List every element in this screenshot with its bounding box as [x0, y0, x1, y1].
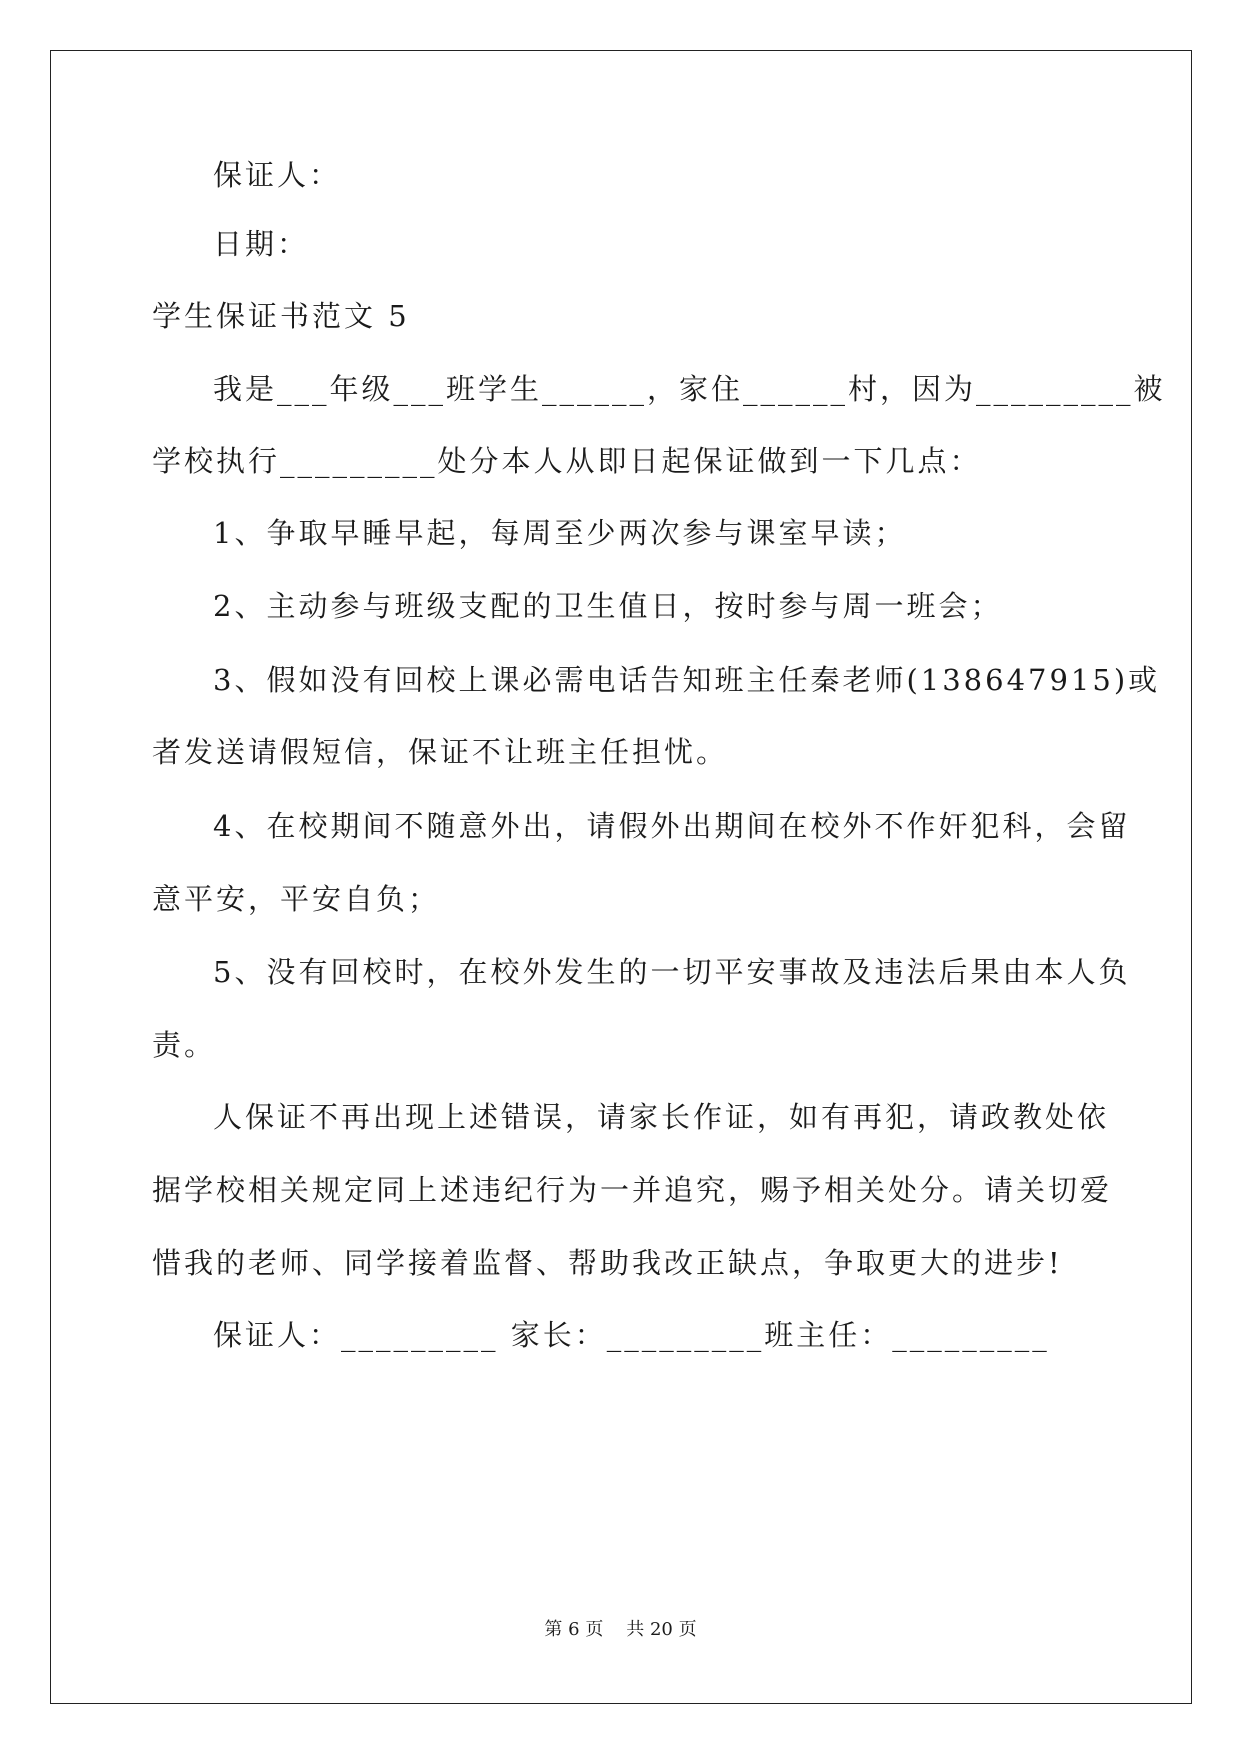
list-item-1: 1、争取早睡早起，每周至少两次参与课室早读； — [213, 516, 907, 550]
closing-paragraph-cont: 惜我的老师、同学接着监督、帮助我改正缺点，争取更大的进步! — [152, 1246, 1063, 1280]
paragraph-line: 学校执行_________处分本人从即日起保证做到一下几点： — [152, 444, 982, 478]
closing-paragraph-cont: 据学校相关规定同上述违纪行为一并追究，赐予相关处分。请关切爱 — [152, 1173, 1113, 1207]
list-item-4-cont: 意平安，平安自负； — [152, 882, 441, 916]
closing-paragraph: 人保证不再出现上述错误，请家长作证，如有再犯，请政教处依 — [213, 1100, 1110, 1134]
list-item-4: 4、在校期间不随意外出，请假外出期间在校外不作奸犯科，会留 — [213, 809, 1131, 843]
date-line: 日期： — [213, 227, 310, 261]
page-footer — [0, 1618, 1241, 1642]
paragraph-line: 我是___年级___班学生______，家住______村，因为_________被 — [213, 372, 1166, 406]
page-total: 共 20 页 — [626, 1619, 697, 1640]
list-item-2: 2、主动参与班级支配的卫生值日，按时参与周一班会； — [213, 589, 1003, 623]
signature-line: 保证人：_________ 家长：_________班主任：_________ — [213, 1318, 1050, 1352]
list-item-5: 5、没有回校时，在校外发生的一切平安事故及违法后果由本人负 — [213, 955, 1131, 989]
section-heading: 学生保证书范文 5 — [152, 299, 410, 333]
guarantor-line: 保证人： — [213, 158, 342, 192]
page-number: 第 6 页 — [544, 1619, 604, 1640]
list-item-5-cont: 责。 — [152, 1028, 217, 1062]
list-item-3: 3、假如没有回校上课必需电话告知班主任秦老师(138647915)或 — [213, 663, 1161, 697]
list-item-3-cont: 者发送请假短信，保证不让班主任担忧。 — [152, 735, 729, 769]
